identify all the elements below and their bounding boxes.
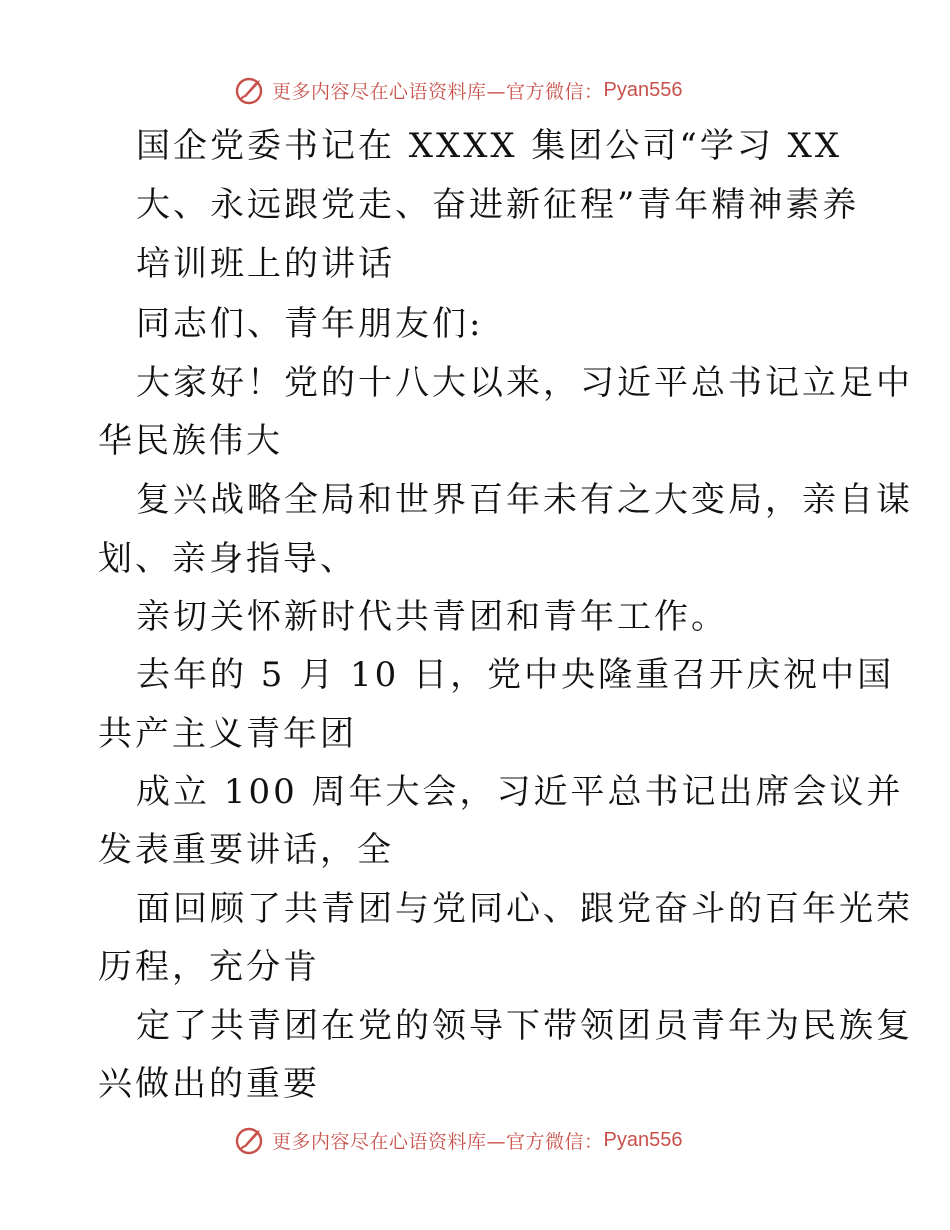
- title-line: 国企党委书记在 XXXX 集团公司“学习 XX: [136, 126, 843, 166]
- paragraph-line: 发表重要讲话，全: [98, 830, 394, 870]
- paragraph-line: 华民族伟大: [98, 421, 283, 461]
- paragraph-line: 去年的 5 月 10 日，党中央隆重召开庆祝中国: [136, 655, 895, 695]
- paragraph-line: 定了共青团在党的领导下带领团员青年为民族复: [136, 1006, 913, 1046]
- paragraph-line: 复兴战略全局和世界百年未有之大变局，亲自谋: [136, 480, 913, 520]
- paragraph-line: 历程，充分肯: [98, 947, 320, 987]
- paragraph-line: 共产主义青年团: [98, 714, 357, 754]
- header-watermark-text: 更多内容尽在心语资料库—官方微信：: [272, 80, 604, 103]
- paragraph-line: 成立 100 周年大会，习近平总书记出席会议并: [136, 772, 904, 812]
- paragraph-line: 划、亲身指导、: [98, 539, 357, 579]
- header-watermark-id: Pyan556: [603, 78, 683, 101]
- quill-logo-icon: [234, 1124, 266, 1156]
- salutation: 同志们、青年朋友们:: [136, 304, 484, 344]
- paragraph-line: 面回顾了共青团与党同心、跟党奋斗的百年光荣: [136, 889, 913, 929]
- paragraph-line: 大家好！党的十八大以来，习近平总书记立足中: [136, 363, 913, 403]
- footer-watermark-id: Pyan556: [603, 1128, 683, 1151]
- paragraph-line: 兴做出的重要: [98, 1064, 320, 1104]
- footer-watermark-text: 更多内容尽在心语资料库—官方微信：: [272, 1130, 604, 1153]
- title-line: 培训班上的讲话: [136, 244, 395, 284]
- footer-watermark: [234, 1122, 682, 1158]
- paragraph-line: 亲切关怀新时代共青团和青年工作。: [136, 597, 728, 637]
- title-line: 大、永远跟党走、奋进新征程”青年精神素养: [136, 185, 860, 225]
